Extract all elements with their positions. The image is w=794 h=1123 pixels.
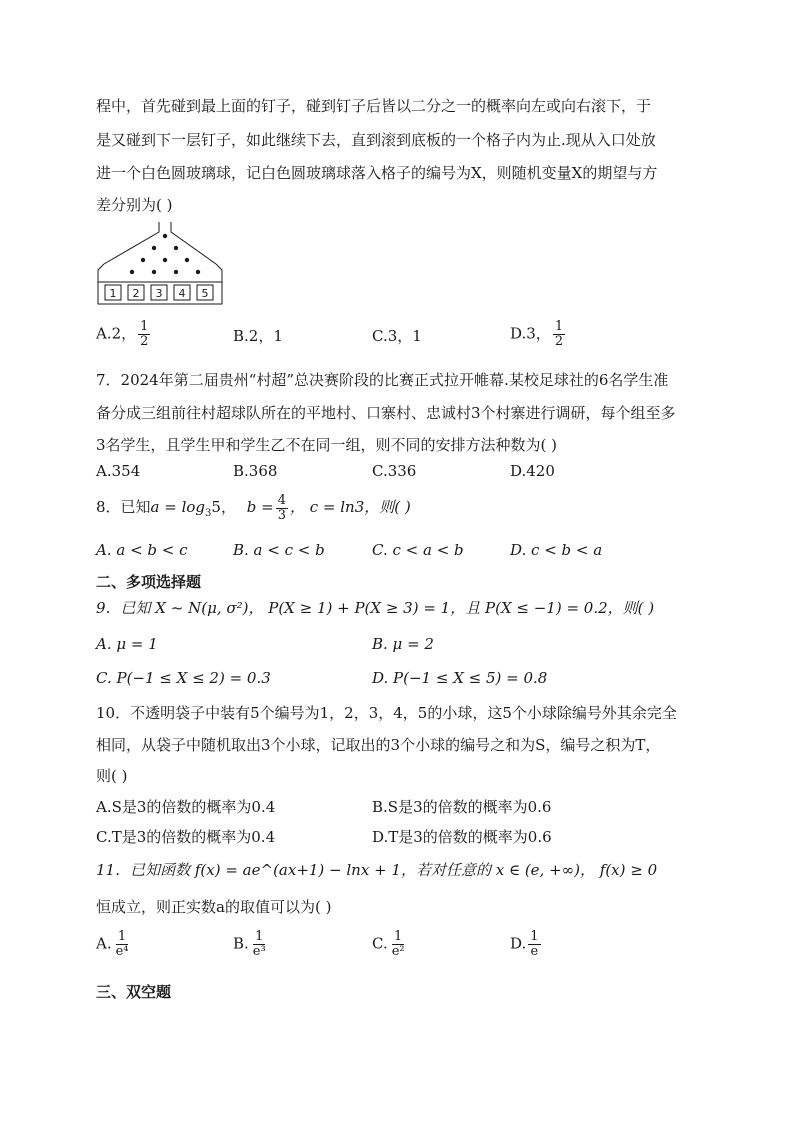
fraction: $\frac{1}{2}$ xyxy=(140,319,149,349)
q9-option-b[interactable]: B. μ = 2 xyxy=(372,635,434,653)
q8-stem: 8．已知$a = \log_35$， b = $\frac{4}{3}$ ， c = ln3，则( ) xyxy=(96,492,411,523)
section-heading-double-blank: 三、双空题 xyxy=(96,983,172,1001)
q7-option-b[interactable]: B.368 xyxy=(233,462,278,480)
option-label: D.3， xyxy=(510,324,551,343)
galton-board-figure xyxy=(96,220,226,306)
q6-line-4: 差分别为( ) xyxy=(96,196,173,214)
fraction: $\frac{1}{2}$ xyxy=(554,319,564,349)
section-heading-multi-choice: 二、多项选择题 xyxy=(96,573,202,591)
fraction: $\frac{1}{e}$ xyxy=(530,929,539,959)
q7-option-c[interactable]: C.336 xyxy=(372,462,417,480)
q6-line-2: 是又碰到下一层钉子，如此继续下去，直到滚到底板的一个格子内为止.现从入口处放 xyxy=(96,131,656,149)
q6-option-a[interactable] xyxy=(96,320,152,349)
q11-stem-line-2: 恒成立，则正实数a的取值可以为( ) xyxy=(96,898,332,916)
q11-option-a[interactable]: A. $\frac{1}{\text{e⁴}}$ xyxy=(96,929,129,959)
q10-option-b[interactable]: B.S是3的倍数的概率为0.6 xyxy=(372,798,552,816)
q7-line-3: 3名学生，且学生甲和学生乙不在同一组，则不同的安排方法种数为( ) xyxy=(96,436,558,454)
q10-line-1: 10．不透明袋子中装有5个编号为1，2，3，4，5的小球，这5个小球除编号外其余完全 xyxy=(96,704,677,722)
q6-option-d[interactable] xyxy=(510,320,567,349)
option-label: A.2， xyxy=(96,324,137,343)
slot-label: 5 xyxy=(201,287,209,300)
fraction: $\frac{1}{\text{e⁴}}$ xyxy=(115,929,129,959)
q11-option-b[interactable]: B. $\frac{1}{\text{e³}}$ xyxy=(233,929,266,959)
slot-label: 1 xyxy=(109,287,117,300)
q9-option-d[interactable]: D. P(−1 ≤ X ≤ 5) = 0.8 xyxy=(372,669,548,687)
q11-option-c[interactable]: C. $\frac{1}{\text{e²}}$ xyxy=(372,929,405,959)
q8-option-b[interactable]: B. a < c < b xyxy=(233,541,325,559)
q8-option-a[interactable]: A. a < b < c xyxy=(96,541,188,559)
slot-label: 4 xyxy=(178,287,186,300)
fraction: $\frac{1}{\text{e²}}$ xyxy=(391,929,405,959)
q10-line-3: 则( ) xyxy=(96,767,128,785)
q11-stem-line-1: 11．已知函数 f(x) = ae^(ax+1) − lnx + 1，若对任意的 x ∈ (e, +∞)， f(x) ≥ 0 xyxy=(96,861,658,879)
q10-option-a[interactable]: A.S是3的倍数的概率为0.4 xyxy=(96,798,276,816)
fraction: $\frac{4}{3}$ xyxy=(277,492,286,523)
q7-line-2: 备分成三组前往村超球队所在的平地村、口寨村、忠诚村3个村寨进行调研，每个组至多 xyxy=(96,404,676,422)
q8-option-c[interactable]: C. c < a < b xyxy=(372,541,464,559)
slot-label: 2 xyxy=(132,287,140,300)
q11-option-d[interactable]: D. $\frac{1}{e}$ xyxy=(510,929,539,959)
pegs xyxy=(130,234,200,274)
q9-option-a[interactable]: A. μ = 1 xyxy=(96,635,158,653)
q6-option-c[interactable]: C.3，1 xyxy=(372,327,422,345)
q10-option-c[interactable]: C.T是3的倍数的概率为0.4 xyxy=(96,828,276,846)
q8-option-d[interactable]: D. c < b < a xyxy=(510,541,603,559)
q6-option-b[interactable]: B.2，1 xyxy=(233,327,283,345)
q9-stem: 9．已知 X ~ N(μ, σ²)， P(X ≥ 1) + P(X ≥ 3) = 1，且 P(X ≤ −1) = 0.2，则( ) xyxy=(96,599,655,617)
q6-line-3: 进一个白色圆玻璃球，记白色圆玻璃球落入格子的编号为X，则随机变量X的期望与方 xyxy=(96,164,658,182)
q9-option-c[interactable]: C. P(−1 ≤ X ≤ 2) = 0.3 xyxy=(96,669,271,687)
slot-label: 3 xyxy=(155,287,163,300)
q6-line-1: 程中，首先碰到最上面的钉子，碰到钉子后皆以二分之一的概率向左或向右滚下，于 xyxy=(96,97,652,115)
q10-option-d[interactable]: D.T是3的倍数的概率为0.6 xyxy=(372,828,552,846)
q7-line-1: 7．2024年第二届贵州“村超”总决赛阶段的比赛正式拉开帷幕.某校足球社的6名学生准 xyxy=(96,371,669,389)
q7-option-a[interactable]: A.354 xyxy=(96,462,141,480)
q7-option-d[interactable]: D.420 xyxy=(510,462,555,480)
q10-line-2: 相同，从袋子中随机取出3个小球，记取出的3个小球的编号之和为S，编号之积为T， xyxy=(96,736,661,754)
fraction: $\frac{1}{\text{e³}}$ xyxy=(252,929,266,959)
